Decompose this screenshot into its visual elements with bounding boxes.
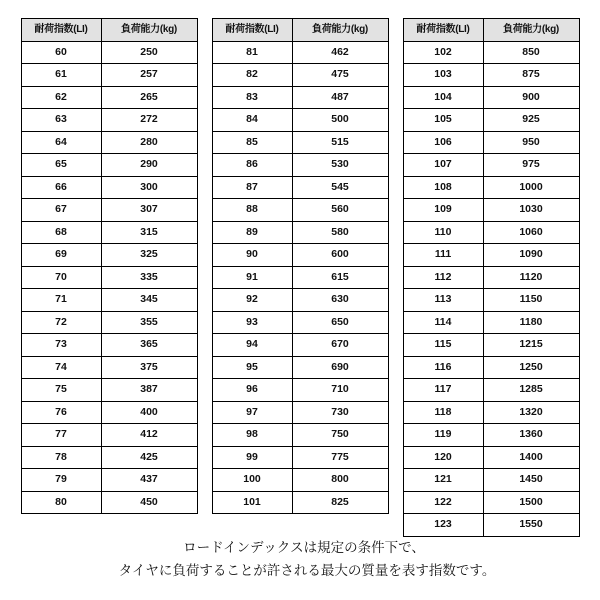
- cell-kg: 800: [292, 469, 388, 492]
- table-row: [21, 311, 197, 334]
- cell-kg: 515: [292, 131, 388, 154]
- cell-kg: 250: [101, 41, 197, 64]
- table-header-row: [403, 19, 579, 42]
- cell-li: 99: [212, 446, 292, 469]
- load-index-table-3: [403, 18, 580, 537]
- cell-kg: 387: [101, 379, 197, 402]
- table-row: [21, 64, 197, 87]
- cell-li: 117: [403, 379, 483, 402]
- cell-kg: 1030: [483, 199, 579, 222]
- cell-li: 69: [21, 244, 101, 267]
- table-row: [212, 266, 388, 289]
- cell-li: 119: [403, 424, 483, 447]
- table-row: [403, 109, 579, 132]
- table-row: [21, 334, 197, 357]
- table-row: [212, 401, 388, 424]
- cell-kg: 710: [292, 379, 388, 402]
- cell-kg: 1320: [483, 401, 579, 424]
- table-row: [212, 334, 388, 357]
- table-row: [212, 356, 388, 379]
- cell-kg: 875: [483, 64, 579, 87]
- cell-li: 78: [21, 446, 101, 469]
- cell-li: 83: [212, 86, 292, 109]
- table-row: [21, 446, 197, 469]
- cell-li: 95: [212, 356, 292, 379]
- cell-kg: 450: [101, 491, 197, 514]
- table-row: [212, 154, 388, 177]
- cell-kg: 545: [292, 176, 388, 199]
- cell-kg: 315: [101, 221, 197, 244]
- cell-li: 90: [212, 244, 292, 267]
- table-row: [212, 109, 388, 132]
- cell-li: 91: [212, 266, 292, 289]
- table-row: [403, 154, 579, 177]
- table-row: [403, 469, 579, 492]
- table-row: [21, 401, 197, 424]
- cell-li: 72: [21, 311, 101, 334]
- table-row: [21, 244, 197, 267]
- cell-kg: 1090: [483, 244, 579, 267]
- table-row: [403, 446, 579, 469]
- cell-li: 121: [403, 469, 483, 492]
- table-row: [403, 176, 579, 199]
- cell-kg: 307: [101, 199, 197, 222]
- cell-li: 120: [403, 446, 483, 469]
- cell-li: 92: [212, 289, 292, 312]
- cell-li: 111: [403, 244, 483, 267]
- cell-li: 118: [403, 401, 483, 424]
- table-row: [21, 221, 197, 244]
- cell-li: 97: [212, 401, 292, 424]
- cell-li: 109: [403, 199, 483, 222]
- cell-li: 115: [403, 334, 483, 357]
- column-header-kg: 負荷能力(kg): [101, 19, 197, 42]
- cell-li: 84: [212, 109, 292, 132]
- cell-kg: 1180: [483, 311, 579, 334]
- cell-kg: 400: [101, 401, 197, 424]
- table-row: [403, 356, 579, 379]
- table-row: [21, 289, 197, 312]
- cell-kg: 325: [101, 244, 197, 267]
- cell-kg: 630: [292, 289, 388, 312]
- cell-li: 67: [21, 199, 101, 222]
- cell-kg: 580: [292, 221, 388, 244]
- table-row: [212, 221, 388, 244]
- caption-line-2: タイヤに負荷することが許される最大の質量を表す指数です。: [118, 563, 496, 578]
- table-row: [403, 514, 579, 537]
- cell-kg: 950: [483, 131, 579, 154]
- table-row: [403, 244, 579, 267]
- cell-li: 102: [403, 41, 483, 64]
- cell-li: 104: [403, 86, 483, 109]
- cell-kg: 425: [101, 446, 197, 469]
- cell-kg: 900: [483, 86, 579, 109]
- cell-kg: 475: [292, 64, 388, 87]
- cell-kg: 615: [292, 266, 388, 289]
- cell-kg: 690: [292, 356, 388, 379]
- table-header-row: [212, 19, 388, 42]
- cell-kg: 345: [101, 289, 197, 312]
- cell-li: 80: [21, 491, 101, 514]
- cell-kg: 975: [483, 154, 579, 177]
- cell-kg: 530: [292, 154, 388, 177]
- cell-li: 112: [403, 266, 483, 289]
- table-header-1: [21, 19, 197, 42]
- cell-li: 64: [21, 131, 101, 154]
- cell-li: 89: [212, 221, 292, 244]
- table-row: [212, 199, 388, 222]
- cell-li: 74: [21, 356, 101, 379]
- column-header-li: 耐荷指数(LI): [403, 19, 483, 42]
- table-row: [212, 131, 388, 154]
- cell-li: 76: [21, 401, 101, 424]
- cell-kg: 500: [292, 109, 388, 132]
- load-index-tables: [0, 18, 600, 537]
- cell-li: 68: [21, 221, 101, 244]
- cell-kg: 650: [292, 311, 388, 334]
- cell-kg: 825: [292, 491, 388, 514]
- column-header-kg: 負荷能力(kg): [292, 19, 388, 42]
- cell-kg: 1150: [483, 289, 579, 312]
- cell-li: 71: [21, 289, 101, 312]
- cell-kg: 1250: [483, 356, 579, 379]
- cell-kg: 1550: [483, 514, 579, 537]
- load-index-table-2: [212, 18, 389, 514]
- cell-li: 73: [21, 334, 101, 357]
- table-row: [212, 311, 388, 334]
- column-header-kg: 負荷能力(kg): [483, 19, 579, 42]
- table-row: [403, 491, 579, 514]
- table-row: [403, 311, 579, 334]
- table-row: [403, 266, 579, 289]
- table-row: [21, 154, 197, 177]
- cell-kg: 560: [292, 199, 388, 222]
- table-row: [212, 176, 388, 199]
- cell-kg: 412: [101, 424, 197, 447]
- cell-kg: 335: [101, 266, 197, 289]
- cell-li: 87: [212, 176, 292, 199]
- cell-li: 113: [403, 289, 483, 312]
- table-row: [212, 86, 388, 109]
- cell-li: 81: [212, 41, 292, 64]
- cell-li: 79: [21, 469, 101, 492]
- cell-li: 61: [21, 64, 101, 87]
- table-row: [21, 356, 197, 379]
- cell-kg: 750: [292, 424, 388, 447]
- cell-kg: 437: [101, 469, 197, 492]
- caption-text: [0, 536, 600, 582]
- table-row: [403, 199, 579, 222]
- cell-li: 110: [403, 221, 483, 244]
- cell-li: 88: [212, 199, 292, 222]
- cell-li: 103: [403, 64, 483, 87]
- cell-kg: 730: [292, 401, 388, 424]
- cell-li: 96: [212, 379, 292, 402]
- cell-kg: 272: [101, 109, 197, 132]
- table-body-2: [212, 41, 388, 514]
- cell-kg: 1450: [483, 469, 579, 492]
- cell-li: 65: [21, 154, 101, 177]
- cell-kg: 670: [292, 334, 388, 357]
- table-row: [21, 86, 197, 109]
- cell-li: 86: [212, 154, 292, 177]
- table-row: [212, 491, 388, 514]
- cell-kg: 1060: [483, 221, 579, 244]
- cell-kg: 290: [101, 154, 197, 177]
- table-row: [21, 424, 197, 447]
- table-header-row: [21, 19, 197, 42]
- table-row: [403, 131, 579, 154]
- table-row: [403, 424, 579, 447]
- table-row: [21, 266, 197, 289]
- table-row: [21, 469, 197, 492]
- table-row: [21, 491, 197, 514]
- cell-li: 66: [21, 176, 101, 199]
- cell-li: 63: [21, 109, 101, 132]
- cell-kg: 1285: [483, 379, 579, 402]
- cell-li: 105: [403, 109, 483, 132]
- cell-kg: 355: [101, 311, 197, 334]
- cell-kg: 365: [101, 334, 197, 357]
- cell-kg: 375: [101, 356, 197, 379]
- cell-li: 85: [212, 131, 292, 154]
- cell-kg: 462: [292, 41, 388, 64]
- cell-kg: 1360: [483, 424, 579, 447]
- cell-li: 101: [212, 491, 292, 514]
- table-row: [21, 199, 197, 222]
- table-row: [212, 289, 388, 312]
- table-row: [403, 64, 579, 87]
- cell-kg: 257: [101, 64, 197, 87]
- cell-kg: 300: [101, 176, 197, 199]
- table-body-3: [403, 41, 579, 536]
- cell-kg: 1120: [483, 266, 579, 289]
- column-header-li: 耐荷指数(LI): [212, 19, 292, 42]
- table-row: [403, 379, 579, 402]
- column-header-li: 耐荷指数(LI): [21, 19, 101, 42]
- cell-kg: 600: [292, 244, 388, 267]
- cell-kg: 280: [101, 131, 197, 154]
- table-row: [212, 64, 388, 87]
- cell-li: 60: [21, 41, 101, 64]
- table-row: [212, 469, 388, 492]
- cell-li: 100: [212, 469, 292, 492]
- table-row: [403, 289, 579, 312]
- cell-li: 62: [21, 86, 101, 109]
- table-row: [403, 41, 579, 64]
- cell-kg: 1000: [483, 176, 579, 199]
- cell-kg: 487: [292, 86, 388, 109]
- table-row: [21, 379, 197, 402]
- cell-kg: 265: [101, 86, 197, 109]
- cell-li: 107: [403, 154, 483, 177]
- table-row: [212, 424, 388, 447]
- table-header-2: [212, 19, 388, 42]
- cell-li: 75: [21, 379, 101, 402]
- cell-li: 70: [21, 266, 101, 289]
- cell-li: 98: [212, 424, 292, 447]
- cell-kg: 850: [483, 41, 579, 64]
- cell-kg: 925: [483, 109, 579, 132]
- table-row: [21, 176, 197, 199]
- cell-li: 82: [212, 64, 292, 87]
- table-row: [212, 244, 388, 267]
- cell-li: 114: [403, 311, 483, 334]
- cell-li: 93: [212, 311, 292, 334]
- cell-kg: 1215: [483, 334, 579, 357]
- cell-li: 106: [403, 131, 483, 154]
- cell-li: 123: [403, 514, 483, 537]
- cell-li: 94: [212, 334, 292, 357]
- cell-li: 77: [21, 424, 101, 447]
- table-row: [403, 401, 579, 424]
- table-row: [21, 131, 197, 154]
- table-row: [21, 109, 197, 132]
- table-row: [212, 41, 388, 64]
- table-row: [403, 334, 579, 357]
- table-row: [212, 446, 388, 469]
- caption-line-1: ロードインデックスは規定の条件下で、: [183, 540, 425, 555]
- table-row: [403, 221, 579, 244]
- load-index-table-1: [21, 18, 198, 514]
- cell-li: 116: [403, 356, 483, 379]
- cell-li: 108: [403, 176, 483, 199]
- table-header-3: [403, 19, 579, 42]
- cell-li: 122: [403, 491, 483, 514]
- table-row: [212, 379, 388, 402]
- cell-kg: 1400: [483, 446, 579, 469]
- table-body-1: [21, 41, 197, 514]
- cell-kg: 775: [292, 446, 388, 469]
- cell-kg: 1500: [483, 491, 579, 514]
- table-row: [403, 86, 579, 109]
- table-row: [21, 41, 197, 64]
